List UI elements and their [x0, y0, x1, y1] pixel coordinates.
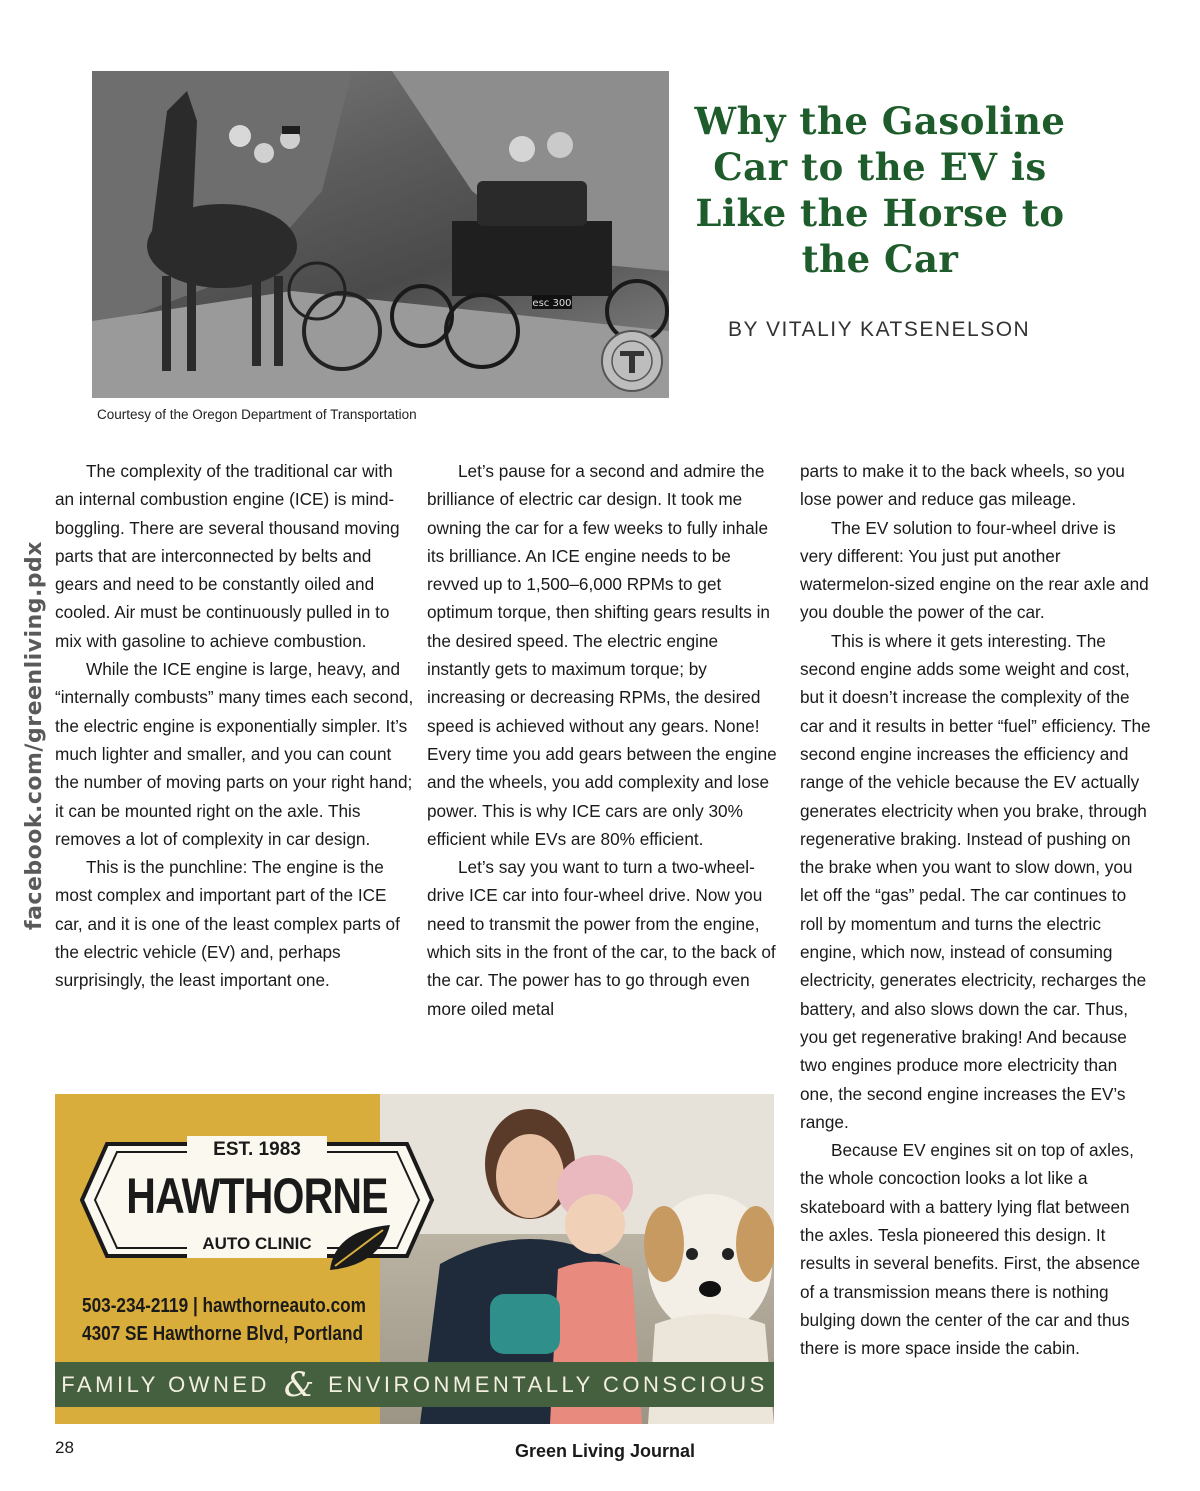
paragraph: The complexity of the traditional car with an internal combustion engine (ICE) is mind-boggling. There are several thousand moving parts that are interconnected by belts and gears and need to be constantly oiled and cooled. Air must be continuously pulled in to mix with gasoline to achieve combustion. — [55, 461, 400, 651]
page-number: 28 — [55, 1438, 74, 1457]
paragraph: Let’s say you want to turn a two-wheel-drive ICE car into four-wheel drive. Now you need to transmit the power from the engine, which sits in the front of the car, to the back of the car. The power has to go through even more oiled metal — [427, 857, 776, 1019]
baby-legs — [490, 1294, 560, 1354]
woman-face — [496, 1134, 564, 1218]
historic-photo-illustration — [92, 71, 669, 398]
photo-caption: Courtesy of the Oregon Department of Transportation — [97, 407, 417, 422]
ad-banner-ampersand: & — [283, 1364, 315, 1405]
dog-eye — [722, 1248, 734, 1260]
paragraph: Because EV engines sit on top of axles, the whole concoction looks a lot like a skateboard with a battery lying flat between the axles. Tesla pioneered this design. It results in several benefits. First, the absence of a transmission means there is nothing bulging down the center of the car and thus there is more space inside the cabin. — [800, 1140, 1141, 1359]
ad-contact — [82, 1292, 366, 1348]
article-column-3 — [800, 457, 1152, 1363]
ad-banner — [55, 1362, 774, 1407]
logo-subtitle: AUTO CLINIC — [202, 1234, 312, 1253]
person-head — [229, 125, 251, 147]
dog-ear — [644, 1206, 684, 1282]
horse-leg — [252, 276, 261, 366]
journal-name: Green Living Journal — [515, 1441, 696, 1461]
car-seat — [477, 181, 587, 226]
paragraph-continued: parts to make it to the back wheels, so you lose power and reduce gas mileage. — [800, 461, 1125, 510]
side-url-text: facebook.com/greenliving.pdx — [21, 540, 47, 930]
horse-leg — [162, 276, 171, 371]
paragraph: The EV solution to four-wheel drive is very different: You just put another watermelon-sized engine on the rear axle and you double the power of the car. — [800, 517, 1149, 623]
paragraph: This is where it gets interesting. The second engine adds some weight and cost, but it doesn’t increase the complexity of the car and it results in better “fuel” efficiency. The second engine increases the efficiency and range of the vehicle because the EV actually generates electricity when you brake, through regenerative braking. Instead of pushing on the brake when you want to slow down, you let off the “gas” pedal. The car continues to roll by momentum and turns the electric engine, which now, instead of consuming electricity, generates electricity, recharges the battery, and also slows down the car. Thus, you get regenerative braking! And because two engines produce more electricity than one, the second engine increases the EV’s range. — [800, 630, 1151, 1132]
license-plate-text: esc 300 — [532, 298, 572, 309]
horse-leg — [274, 276, 283, 366]
article-title: Why the Gasoline Car to the EV is Like the Horse to the Car — [694, 99, 1066, 281]
hat — [282, 126, 300, 134]
logo-est: EST. 1983 — [213, 1139, 301, 1160]
side-url — [14, 540, 54, 930]
horse-leg — [187, 276, 196, 371]
road — [92, 291, 669, 398]
article-column-2 — [427, 457, 777, 1023]
ad-banner-left: FAMILY OWNED — [61, 1371, 270, 1397]
article-column-1 — [55, 457, 415, 995]
paragraph: While the ICE engine is large, heavy, and “internally combusts” many times each second, the electric engine is exponentially simpler. It’s much lighter and smaller, and you can count the number of moving parts on your right hand; it can be mounted right on the axle. This removes a lot of complexity in car design. — [55, 659, 414, 849]
hillside — [92, 71, 352, 331]
ad-phone-website: 503-234-2119 | hawthorneauto.com — [82, 1295, 366, 1317]
car-body — [452, 221, 612, 296]
article-byline: BY VITALIY KATSENELSON — [728, 318, 1031, 341]
ad-banner-right: ENVIRONMENTALLY CONSCIOUS — [328, 1371, 768, 1397]
person-head — [254, 143, 274, 163]
person-head — [509, 136, 535, 162]
logo-name: HAWTHORNE — [126, 1168, 388, 1224]
paragraph: Let’s pause for a second and admire the brilliance of electric car design. It took me owning the car for a few weeks to fully inhale its brilliance. An ICE engine needs to be revved up to 1,500–6,000 RPMs to get optimum torque, then shifting gears results in the desired speed. The electric engine instantly gets to maximum torque; by increasing or decreasing RPMs, the desired speed is achieved without any gears. None! Every time you add gears between the engine and the wheels, you add complexity and lose power. This is why ICE cars are only 30% efficient while EVs are 80% efficient. — [427, 461, 777, 849]
ad-address: 4307 SE Hawthorne Blvd, Portland — [82, 1323, 364, 1345]
baby-face — [565, 1194, 625, 1254]
person-head — [547, 132, 573, 158]
hawthorne-advertisement[interactable] — [55, 1094, 774, 1424]
historic-photo — [92, 71, 669, 398]
leaf-icon — [325, 1220, 395, 1280]
paragraph: This is the punchline: The engine is the most complex and important part of the ICE car, and it is one of the least complex parts of the electric vehicle (EV) and, perhaps surprisingly, the least important one. — [55, 857, 400, 991]
dog-nose — [699, 1281, 721, 1297]
dog-eye — [686, 1248, 698, 1260]
